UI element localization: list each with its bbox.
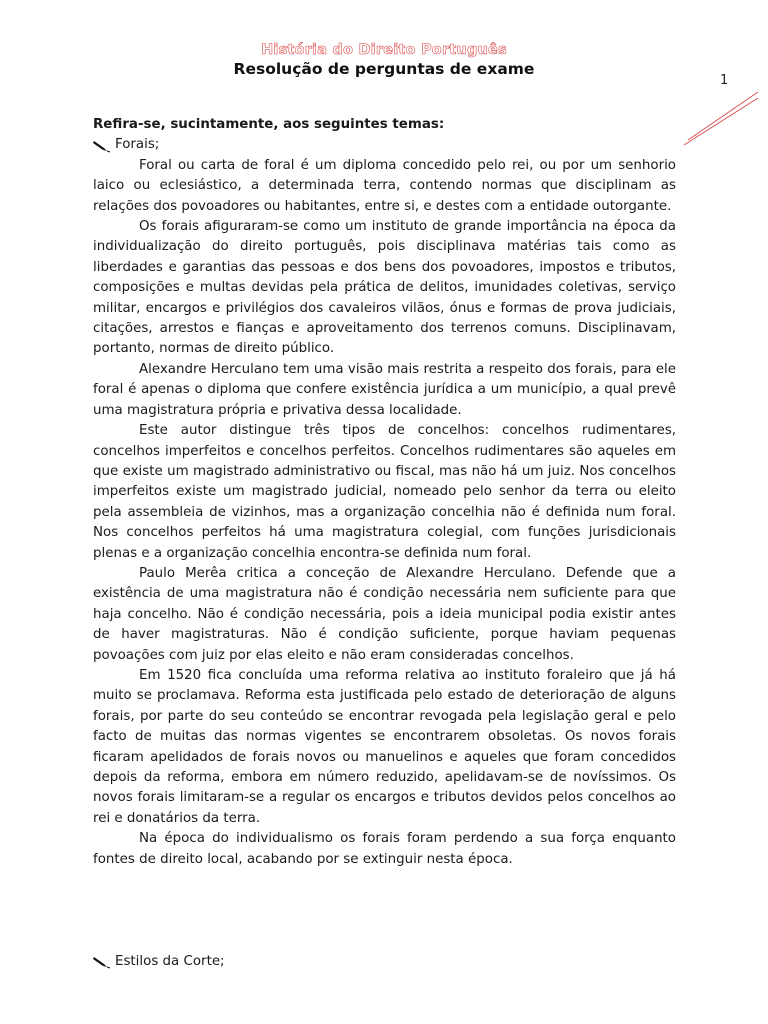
page-number: 1 — [720, 73, 729, 88]
document-body — [93, 115, 676, 972]
pen-icon — [93, 955, 111, 969]
intro-heading: Refira-se, sucintamente, aos seguintes temas: — [93, 117, 445, 132]
course-title: História do Direito Português — [261, 42, 507, 58]
paragraph: Este autor distingue três tipos de concelhos: concelhos rudimentares, concelhos imperfeitos e concelhos perfeitos. Concelhos rudimentares são aqueles em que existe um magistrado administrativo ou fiscal, mas não há um juiz. Nos concelhos imperfeitos existe um magistrado judicial, nomeado pelo senhor da terra ou eleito pela assembleia de vizinhos, mas a organização concelhia não é definida num foral. Nos concelhos perfeitos há uma magistratura colegial, com funções jurisdicionais plenas e a organização concelhia encontra-se definida num foral. — [93, 423, 676, 561]
paragraph: Alexandre Herculano tem uma visão mais restrita a respeito dos forais, para ele foral é apenas o diploma que confere existência jurídica a um município, a qual prevê uma magistratura própria e privativa dessa localidade. — [93, 361, 676, 418]
paragraph: Foral ou carta de foral é um diploma concedido pelo rei, ou por um senhorio laico ou eclesiástico, a determinada terra, contendo normas que disciplinam as relações dos povoadores ou habitantes, entre si, e destes com a entidade outorgante. — [93, 157, 676, 214]
topic-heading-forais — [93, 135, 676, 155]
paragraph: Os forais afiguraram-se como um instituto de grande importância na época da individualização do direito português, pois disciplinava matérias tais como as liberdades e garantias das pessoas e dos bens dos povoadores, impostos e tributos, composições e multas devidas pela prática de delitos, imunidades coletivas, serviço militar, encargos e privilégios dos cavaleiros vilãos, ónus e formas de prova judiciais, citações, arrestos e fianças e aproveitamento dos terrenos comuns. Disciplinavam, portanto, normas de direito público. — [93, 219, 676, 357]
paragraph: Na época do individualismo os forais foram perdendo a sua força enquanto fontes de direito local, acabando por se extinguir nesta época. — [93, 831, 676, 867]
topic-label: Forais; — [115, 137, 160, 153]
paragraph: Em 1520 fica concluída uma reforma relativa ao instituto foraleiro que já há muito se proclamava. Reforma esta justificada pelo estado de deterioração de alguns forais, por parte do seu conteúdo se encontrar revogada pela legislação geral e pelo facto de muitas das normas vigentes se encontrarem obsoletas. Os novos forais ficaram apelidados de forais novos ou manuelinos e aqueles que foram concedidos depois da reforma, embora em número reduzido, apelidavam-se de novíssimos. Os novos forais limitaram-se a regular os encargos e tributos devidos pelos concelhos ao rei e donatários da terra. — [93, 667, 676, 826]
pen-icon — [93, 139, 111, 153]
topic-heading-estilos — [93, 952, 676, 972]
paragraph: Paulo Merêa critica a conceção de Alexandre Herculano. Defende que a existência de uma magistratura não é condição necessária nem suficiente para que haja concelho. Não é condição necessária, pois a ideia municipal podia existir antes de haver magistraturas. Não é condição suficiente, porque haviam pequenas povoações com juiz por elas eleito e não eram consideradas concelhos. — [93, 565, 676, 663]
document-title: Resolução de perguntas de exame — [233, 60, 535, 78]
blank-space — [93, 870, 676, 952]
corner-decoration — [680, 90, 760, 150]
topic-label: Estilos da Corte; — [115, 954, 225, 970]
